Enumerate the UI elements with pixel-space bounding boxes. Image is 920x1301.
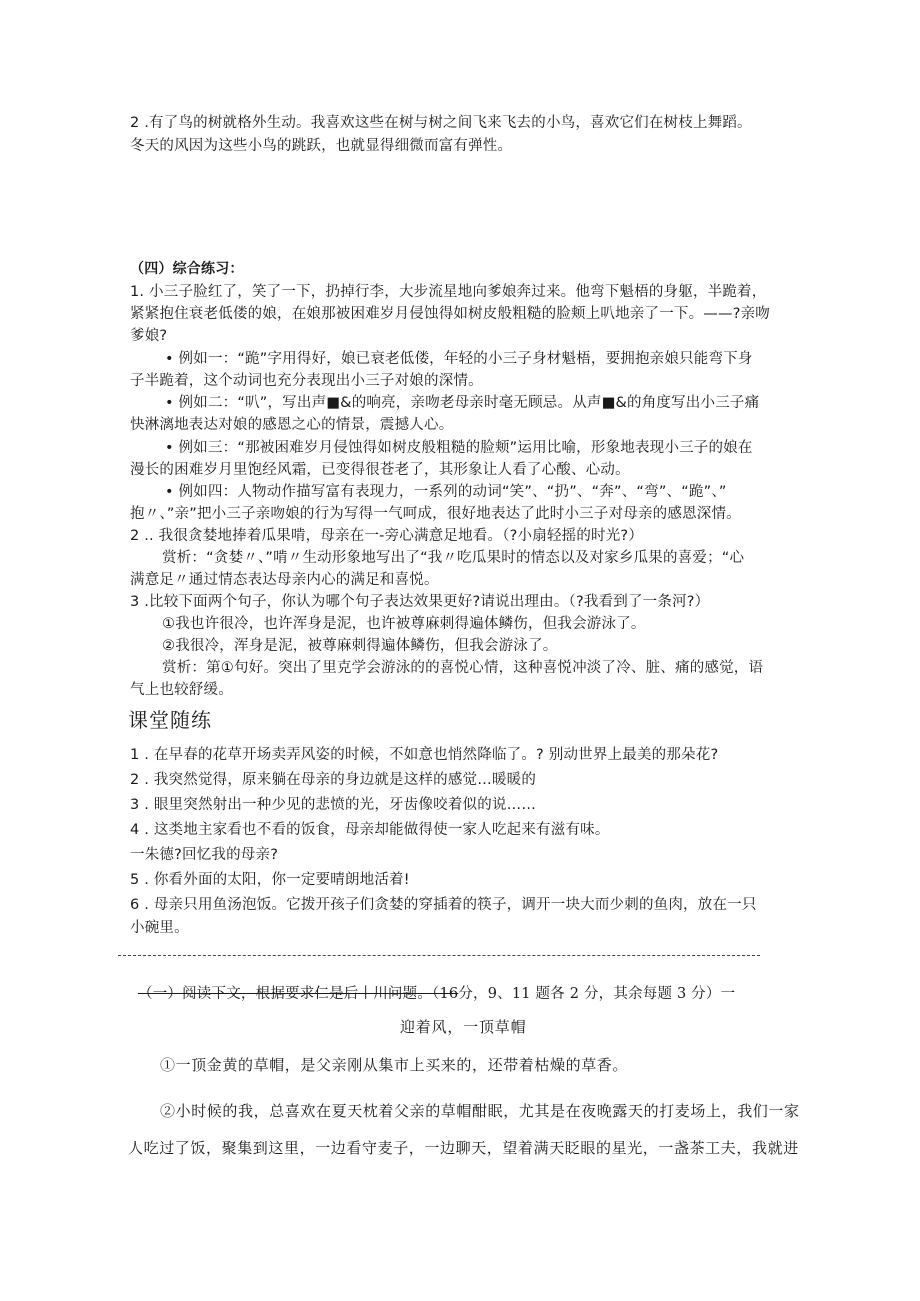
example-line: 子半跪着，这个动词也充分表现出小三子对娘的深情。: [130, 373, 483, 389]
analysis-line: 满意足〃通过情态表达母亲内心的满足和喜悦。: [130, 572, 439, 588]
instruction-struck: （一）阅读下文，根据要求仁是后丨川问题。（16: [138, 986, 459, 1002]
example-line: 漫长的困难岁月里饱经风霜，已变得很苍老了，其形象让人看了心酸、心动。: [130, 462, 630, 478]
reading-instruction: [138, 987, 735, 1002]
top-line-2: 冬天的风因为这些小鸟的跳跃，也就显得细微而富有弹性。: [130, 138, 513, 154]
passage-paragraph: ①一顶金黄的草帽，是父亲刚从集市上买来的，还带着枯燥的草香。: [160, 1056, 629, 1074]
example-line: • 例如四：人物动作描写富有表现力，一系列的动词“笑”、“扔”、“奔”、“弯”、“跪”、”: [165, 484, 727, 500]
example-line: 快淋漓地表达对娘的感恩之心的情景，震撼人心。: [130, 417, 454, 433]
practice-heading: 课堂随练: [128, 708, 212, 732]
example-line: 抱〃、”亲”把小三子亲吻娘的行为写得一气呵成，很好地表达了此时小三子对母亲的感恩深情。: [130, 506, 741, 522]
dashed-divider: [118, 955, 760, 956]
passage-paragraph: 人吃过了饭，聚集到这里，一边看守麦子，一边聊天，望着满天眨眼的星光，一盏茶工夫，我就进: [128, 1139, 799, 1157]
example-line: • 例如一：“跪”字用得好，娘已衰老低偻，年轻的小三子身材魁梧，要拥抱亲娘只能弯下身: [165, 351, 753, 367]
analysis-line: 赏析：第①句好。突出了里克学会游泳的的喜悦心情，这种喜悦冲淡了冷、脏、痛的感觉，语: [162, 660, 764, 676]
practice-line: 2 . 我突然觉得，原来躺在母亲的身边就是这样的感觉…暖暖的: [130, 772, 537, 788]
passage-paragraph: ②小时候的我，总喜欢在夏天枕着父亲的草帽酣眠，尤其是在夜晚露天的打麦场上，我们一家: [160, 1102, 800, 1120]
instruction-rest: 分，9、11 题各 2 分，其余每题 3 分）一: [458, 986, 736, 1002]
example-line: • 例如三：“那被困难岁月侵蚀得如树皮般粗糙的脸颊”运用比喻，形象地表现小三子的娘在: [165, 440, 753, 456]
passage-title: 迎着风，一顶草帽: [400, 1018, 527, 1036]
analysis-line: 气上也较舒缓。: [130, 682, 233, 698]
practice-line: 小碗里。: [130, 920, 189, 936]
analysis-line: 赏析：“贪婪〃、”啃〃生动形象地写出了“我〃吃瓜果时的情态以及对家乡瓜果的喜爱；“心: [162, 550, 745, 566]
question-line: 2 .. 我很贪婪地捧着瓜果啃，母亲在一-旁心满意足地看。（?小扇轻摇的时光?）: [130, 528, 644, 544]
top-line-1: 2 .有了鸟的树就格外生动。我喜欢这些在树与树之间飞来飞去的小鸟，喜欢它们在树枝上舞蹈。: [130, 115, 752, 131]
section-heading: （四）综合练习：: [130, 261, 244, 277]
practice-line: 3 . 眼里突然射出一种少见的悲愤的光，牙齿像咬着似的说……: [130, 797, 537, 813]
practice-line: 1 . 在早春的花草开场卖弄风姿的时候，不如意也悄然降临了。? 别动世界上最美的那朵花?: [130, 747, 719, 763]
example-line: • 例如二：“叭”，写出声■&的响亮，亲吻老母亲时毫无顾忌。从声■&的角度写出小三子痛: [165, 395, 760, 411]
section-line: 1. 小三子脸红了，笑了一下，扔掉行李，大步流星地向爹娘奔过来。他弯下魁梧的身躯，半跪着，: [130, 284, 767, 300]
practice-line: 一朱德?回忆我的母亲?: [130, 847, 279, 863]
section-line: 爹娘?: [130, 328, 168, 344]
sentence-line: ①我也许很冷，也许浑身是泥，也许被尊麻刺得遍体鳞伤，但我会游泳了。: [162, 616, 646, 632]
question-line: 3 .比较下面两个句子，你认为哪个句子表达效果更好?请说出理由。（?我看到了一条河?）: [130, 594, 710, 610]
sentence-line: ②我很冷，浑身是泥，被尊麻刺得遍体鳞伤，但我会游泳了。: [162, 638, 558, 654]
practice-line: 4 . 这类地主家看也不看的饭食，母亲却能做得使一家人吃起来有滋有味。: [130, 822, 610, 838]
section-line: 紧紧抱住衰老低偻的娘，在娘那被困难岁月侵蚀得如树皮般粗糙的脸颊上叭地亲了一下。——?亲吻: [130, 306, 770, 322]
practice-line: 6 . 母亲只用鱼汤泡饭。它拨开孩子们贪婪的穿插着的筷子，调开一块大而少刺的鱼肉，放在一只: [130, 897, 757, 913]
practice-line: 5 . 你看外面的太阳，你一定要晴朗地活着!: [130, 872, 410, 888]
